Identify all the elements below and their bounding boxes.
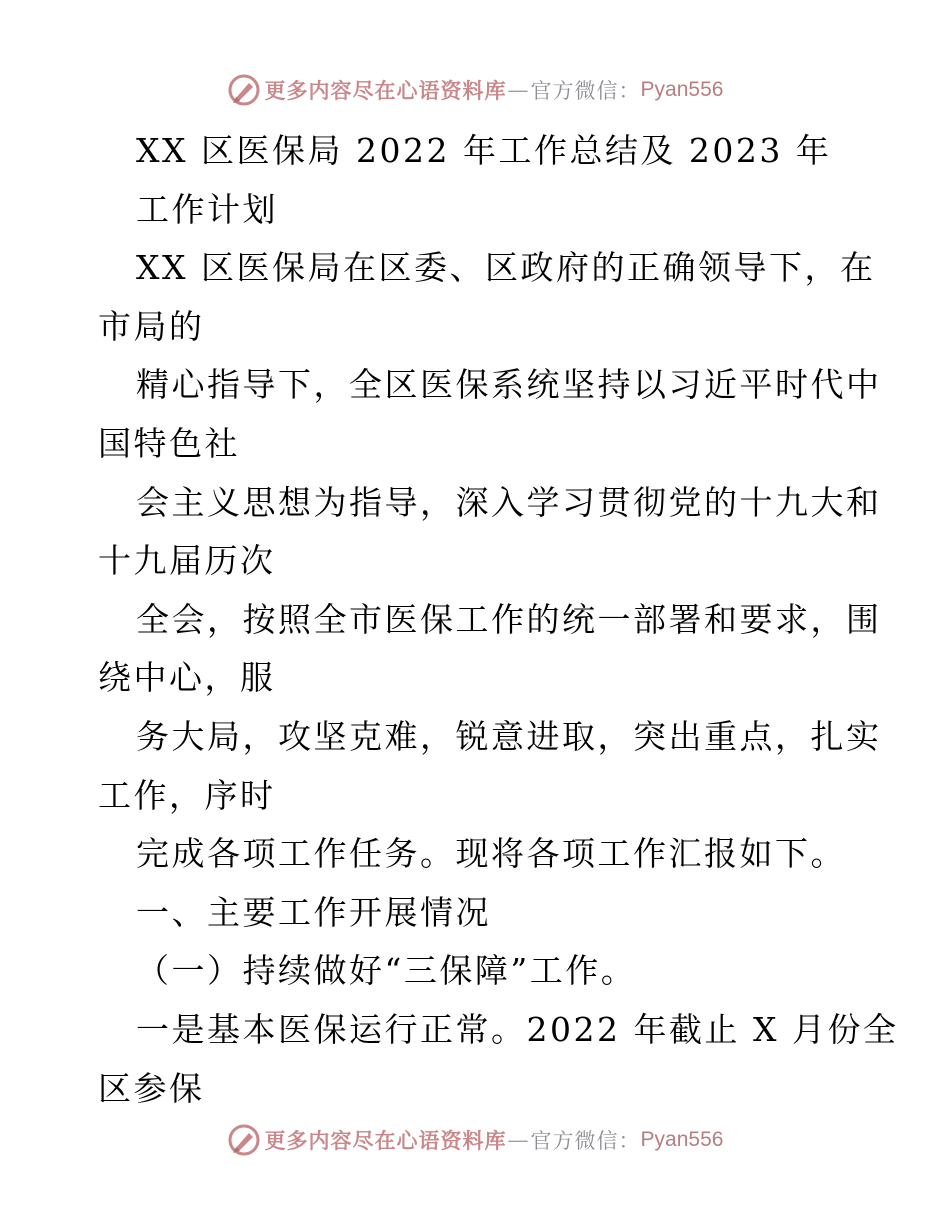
text-line: 绕中心，服 [98,658,276,698]
text-line: 区参保 [98,1068,205,1108]
watermark-sub-text: 官方微信： [530,79,641,103]
watermark-wechat-id: Pyan556 [640,78,724,101]
text-line: 市局的 [98,306,205,346]
text-line: 十九届历次 [98,541,276,581]
header-watermark [0,70,950,110]
text-line: 精心指导下，全区医保系统坚持以习近平时代中 [136,365,882,405]
text-line: 务大局，攻坚克难，锐意进取，突出重点，扎实 [136,716,882,756]
text-line: （一）持续做好“三保障”工作。 [136,951,637,991]
watermark-separator: — [507,1128,530,1152]
text-line: 完成各项工作任务。现将各项工作汇报如下。 [136,834,846,874]
text-line: 国特色社 [98,423,240,463]
watermark-main-text: 更多内容尽在心语资料库 [264,1128,507,1153]
text-line: 会主义思想为指导，深入学习贯彻党的十九大和 [136,482,882,522]
text-line: XX 区医保局 2022 年工作总结及 2023 年 [136,131,832,170]
text-line: 全会，按照全市医保工作的统一部署和要求，围 [136,599,882,639]
watermark-separator: — [507,78,530,102]
text-line: 一、主要工作开展情况 [136,892,491,932]
pen-logo-icon [227,1123,261,1157]
text-line: 工作计划 [136,189,278,229]
text-line: 工作，序时 [98,775,276,815]
pen-logo-icon [227,73,261,107]
text-line: XX 区医保局在区委、区政府的正确领导下，在 [136,248,876,288]
document-body [98,122,899,1118]
text-line: 一是基本医保运行正常。2022 年截止 X 月份全 [136,1009,899,1049]
watermark-wechat-id: Pyan556 [640,1128,724,1151]
watermark-sub-text: 官方微信： [530,1129,641,1153]
footer-watermark [0,1120,950,1160]
watermark-main-text: 更多内容尽在心语资料库 [264,78,507,103]
